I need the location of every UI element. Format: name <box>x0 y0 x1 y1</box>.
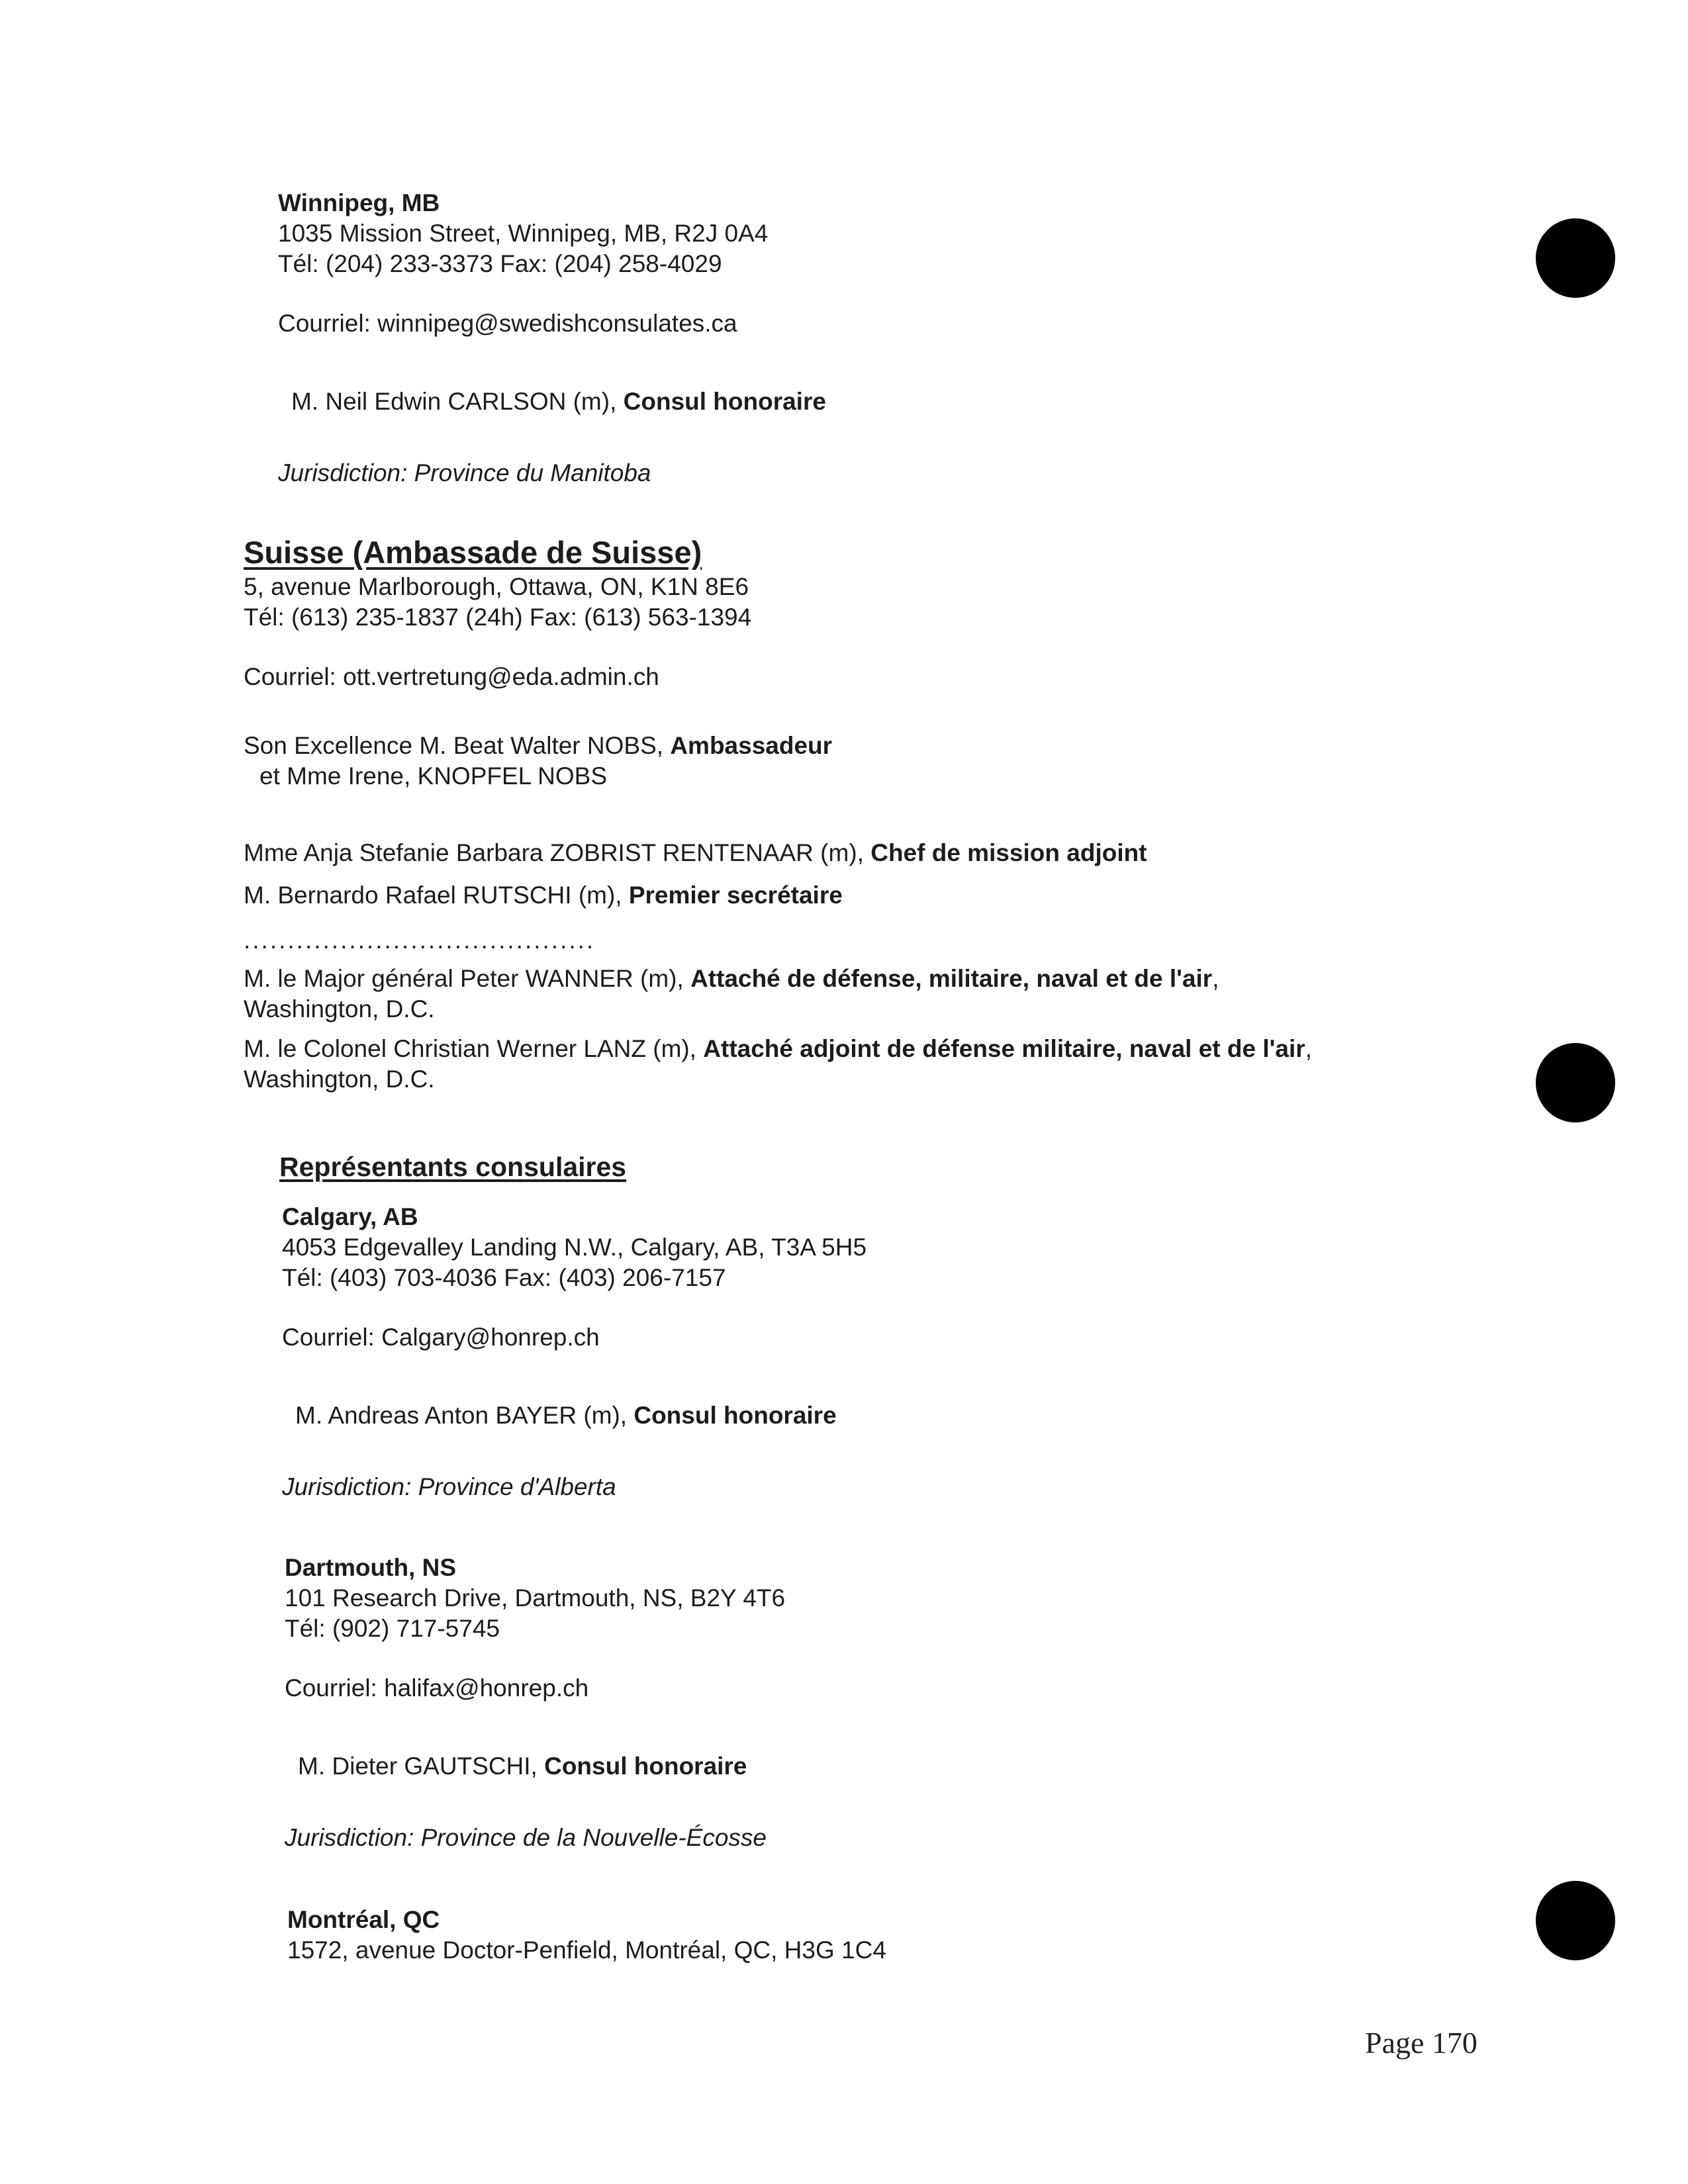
staff-row <box>244 880 843 911</box>
consular-heading: Représentants consulaires <box>279 1152 627 1182</box>
attache-location: Washington, D.C. <box>244 1066 435 1093</box>
attache-suffix: , <box>1305 1035 1312 1062</box>
ambassador-title: Ambassadeur <box>670 732 833 759</box>
calgary-person: M. Andreas Anton BAYER (m), <box>295 1402 634 1429</box>
calgary-address: 4053 Edgevalley Landing N.W., Calgary, AB, T3A 5H5 <box>282 1234 867 1261</box>
calgary-city: Calgary, AB <box>282 1203 418 1230</box>
staff-title: Premier secrétaire <box>628 882 843 909</box>
winnipeg-person: M. Neil Edwin CARLSON (m), <box>291 388 624 415</box>
calgary-contact <box>295 1400 837 1431</box>
attache-row <box>244 964 1219 994</box>
suisse-address: 5, avenue Marlborough, Ottawa, ON, K1N 8E6 <box>244 573 749 600</box>
winnipeg-title: Consul honoraire <box>623 388 826 415</box>
winnipeg-jurisdiction: Jurisdiction: Province du Manitoba <box>278 459 651 486</box>
suisse-heading: Suisse (Ambassade de Suisse) <box>244 535 702 570</box>
ambassador-spouse: et Mme Irene, KNOPFEL NOBS <box>259 762 608 790</box>
staff-name: Mme Anja Stefanie Barbara ZOBRIST RENTENAAR (m), <box>244 839 871 866</box>
dartmouth-address: 101 Research Drive, Dartmouth, NS, B2Y 4T6 <box>285 1584 786 1612</box>
punch-hole <box>1536 1043 1615 1122</box>
attache-title: Attaché adjoint de défense militaire, naval et de l'air <box>703 1035 1305 1062</box>
attache-row <box>244 1034 1312 1064</box>
winnipeg-city: Winnipeg, MB <box>278 189 440 216</box>
dartmouth-email: Courriel: halifax@honrep.ch <box>285 1674 589 1702</box>
dartmouth-phone: Tél: (902) 717-5745 <box>285 1615 500 1642</box>
calgary-title: Consul honoraire <box>633 1402 837 1429</box>
dartmouth-city: Dartmouth, NS <box>285 1554 456 1581</box>
dotted-separator: ........................................ <box>244 927 596 954</box>
dartmouth-contact <box>298 1751 747 1782</box>
attache-suffix: , <box>1212 965 1219 992</box>
staff-title: Chef de mission adjoint <box>870 839 1147 866</box>
montreal-address: 1572, avenue Doctor-Penfield, Montréal, QC, H3G 1C4 <box>287 1936 886 1964</box>
winnipeg-address: 1035 Mission Street, Winnipeg, MB, R2J 0A4 <box>278 220 769 247</box>
attache-location: Washington, D.C. <box>244 995 435 1023</box>
staff-name: M. Bernardo Rafael RUTSCHI (m), <box>244 882 629 909</box>
ambassador-name: Son Excellence M. Beat Walter NOBS, <box>244 732 671 759</box>
page-number: Page 170 <box>1365 2026 1477 2060</box>
calgary-email: Courriel: Calgary@honrep.ch <box>282 1324 600 1351</box>
attache-name: M. le Major général Peter WANNER (m), <box>244 965 691 992</box>
suisse-phone: Tél: (613) 235-1837 (24h) Fax: (613) 563-1394 <box>244 604 752 631</box>
montreal-city: Montréal, QC <box>287 1906 440 1933</box>
attache-title: Attaché de défense, militaire, naval et de l'air <box>690 965 1213 992</box>
dartmouth-title: Consul honoraire <box>544 1752 747 1780</box>
winnipeg-email: Courriel: winnipeg@swedishconsulates.ca <box>278 310 737 337</box>
calgary-phone: Tél: (403) 703-4036 Fax: (403) 206-7157 <box>282 1264 726 1291</box>
winnipeg-phone: Tél: (204) 233-3373 Fax: (204) 258-4029 <box>278 250 722 277</box>
dartmouth-jurisdiction: Jurisdiction: Province de la Nouvelle-Écosse <box>285 1824 767 1851</box>
suisse-email: Courriel: ott.vertretung@eda.admin.ch <box>244 663 659 690</box>
dartmouth-person: M. Dieter GAUTSCHI, <box>298 1752 545 1780</box>
staff-row <box>244 838 1147 868</box>
calgary-jurisdiction: Jurisdiction: Province d'Alberta <box>282 1473 616 1500</box>
winnipeg-contact <box>291 387 826 417</box>
punch-hole <box>1536 1881 1615 1960</box>
ambassador-line <box>244 731 832 761</box>
attache-name: M. le Colonel Christian Werner LANZ (m), <box>244 1035 704 1062</box>
punch-hole <box>1536 218 1615 298</box>
